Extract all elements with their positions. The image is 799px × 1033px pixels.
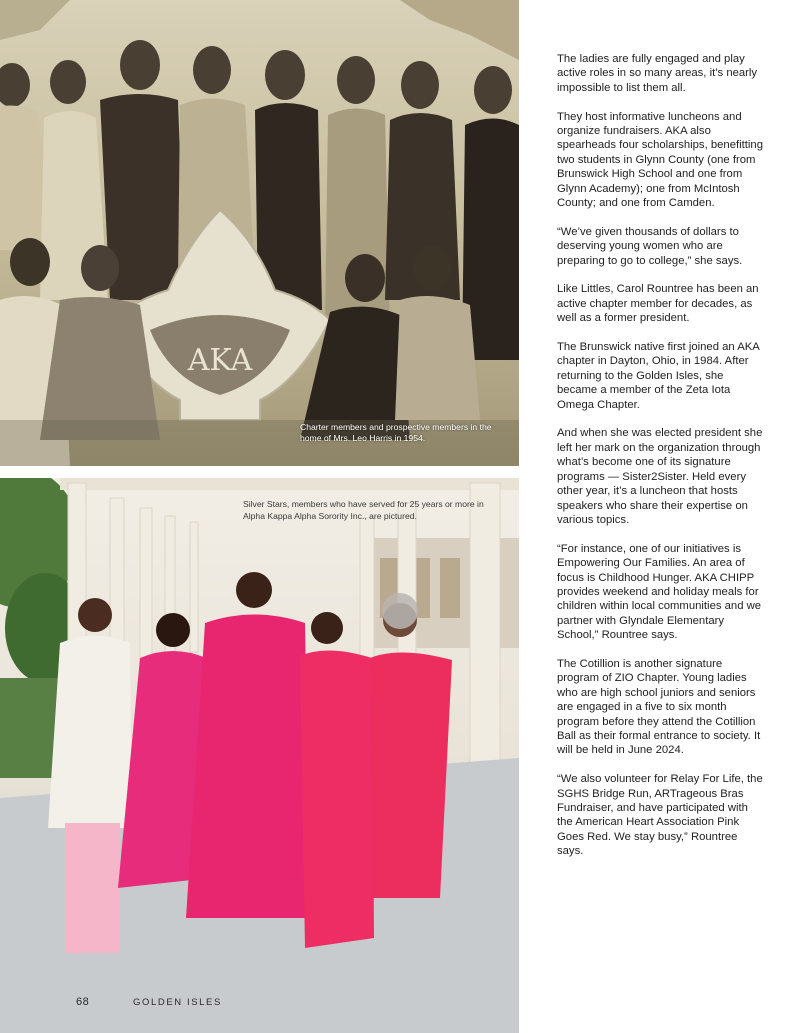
article-paragraph: The ladies are fully engaged and play active roles in so many areas, it’s nearly impossible to list them all.	[557, 53, 758, 94]
emblem-letters: AKA	[187, 343, 253, 378]
silver-stars-photo	[0, 478, 519, 1033]
article-paragraph: And when she was elected president she left her mark on the organization through what’s become one of its signature programs — Sister2Sister. Held every other year, it’s a luncheon that hosts speakers who share their expertise on various topics.	[557, 427, 763, 526]
group-of-women	[48, 572, 452, 953]
article-column	[557, 52, 765, 873]
article-paragraph: “For instance, one of our initiatives is Empowering Our Families. An area of focus is Childhood Hunger. AKA CHIPP provides weekend and holiday meals for children within local communities and we partner with Glyndale Elementary School,” Rountree says.	[557, 542, 762, 642]
vintage-photo-illustration	[0, 0, 519, 466]
article-paragraph: Like Littles, Carol Rountree has been an active chapter member for decades, as well as a former president.	[557, 283, 759, 325]
vintage-group-photo	[0, 0, 519, 466]
top-photo-caption: Charter members and prospective members in the home of Mrs. Leo Harris in 1954.	[300, 422, 492, 443]
page-number: 68	[76, 996, 90, 1008]
magazine-name: GOLDEN ISLES	[133, 997, 222, 1008]
article-paragraph: They host informative luncheons and organize fundraisers. AKA also spearheads four scholarships, benefitting two students in Glynn County (one from Brunswick High School and one from Glynn Academy); one from McIntosh County; and one from Camden.	[557, 110, 763, 210]
article-paragraph: “We’ve given thousands of dollars to deserving young women who are preparing to go to college,” she says.	[557, 225, 743, 267]
bottom-photo-caption: Silver Stars, members who have served for 25 years or more in Alpha Kappa Alpha Sorority Inc., are pictured.	[243, 499, 484, 521]
article-paragraph: The Cotillion is another signature program of ZIO Chapter. Young ladies who are high school juniors and seniors are engaged in a five to six month program before they attend the Cotillion Ball as their formal entrance to society. It will be held in June 2024.	[557, 657, 761, 757]
article-paragraph: “We also volunteer for Relay For Life, the SGHS Bridge Run, ARTrageous Bras Fundraiser, and have participated with the American Heart Association Pink Goes Red. We stay busy,” Rountree says.	[557, 773, 763, 858]
article-paragraph: The Brunswick native first joined an AKA chapter in Dayton, Ohio, in 1984. After returning to the Golden Isles, she became a member of the Zeta Iota Omega Chapter.	[557, 341, 760, 411]
modern-photo-illustration	[0, 478, 519, 1033]
